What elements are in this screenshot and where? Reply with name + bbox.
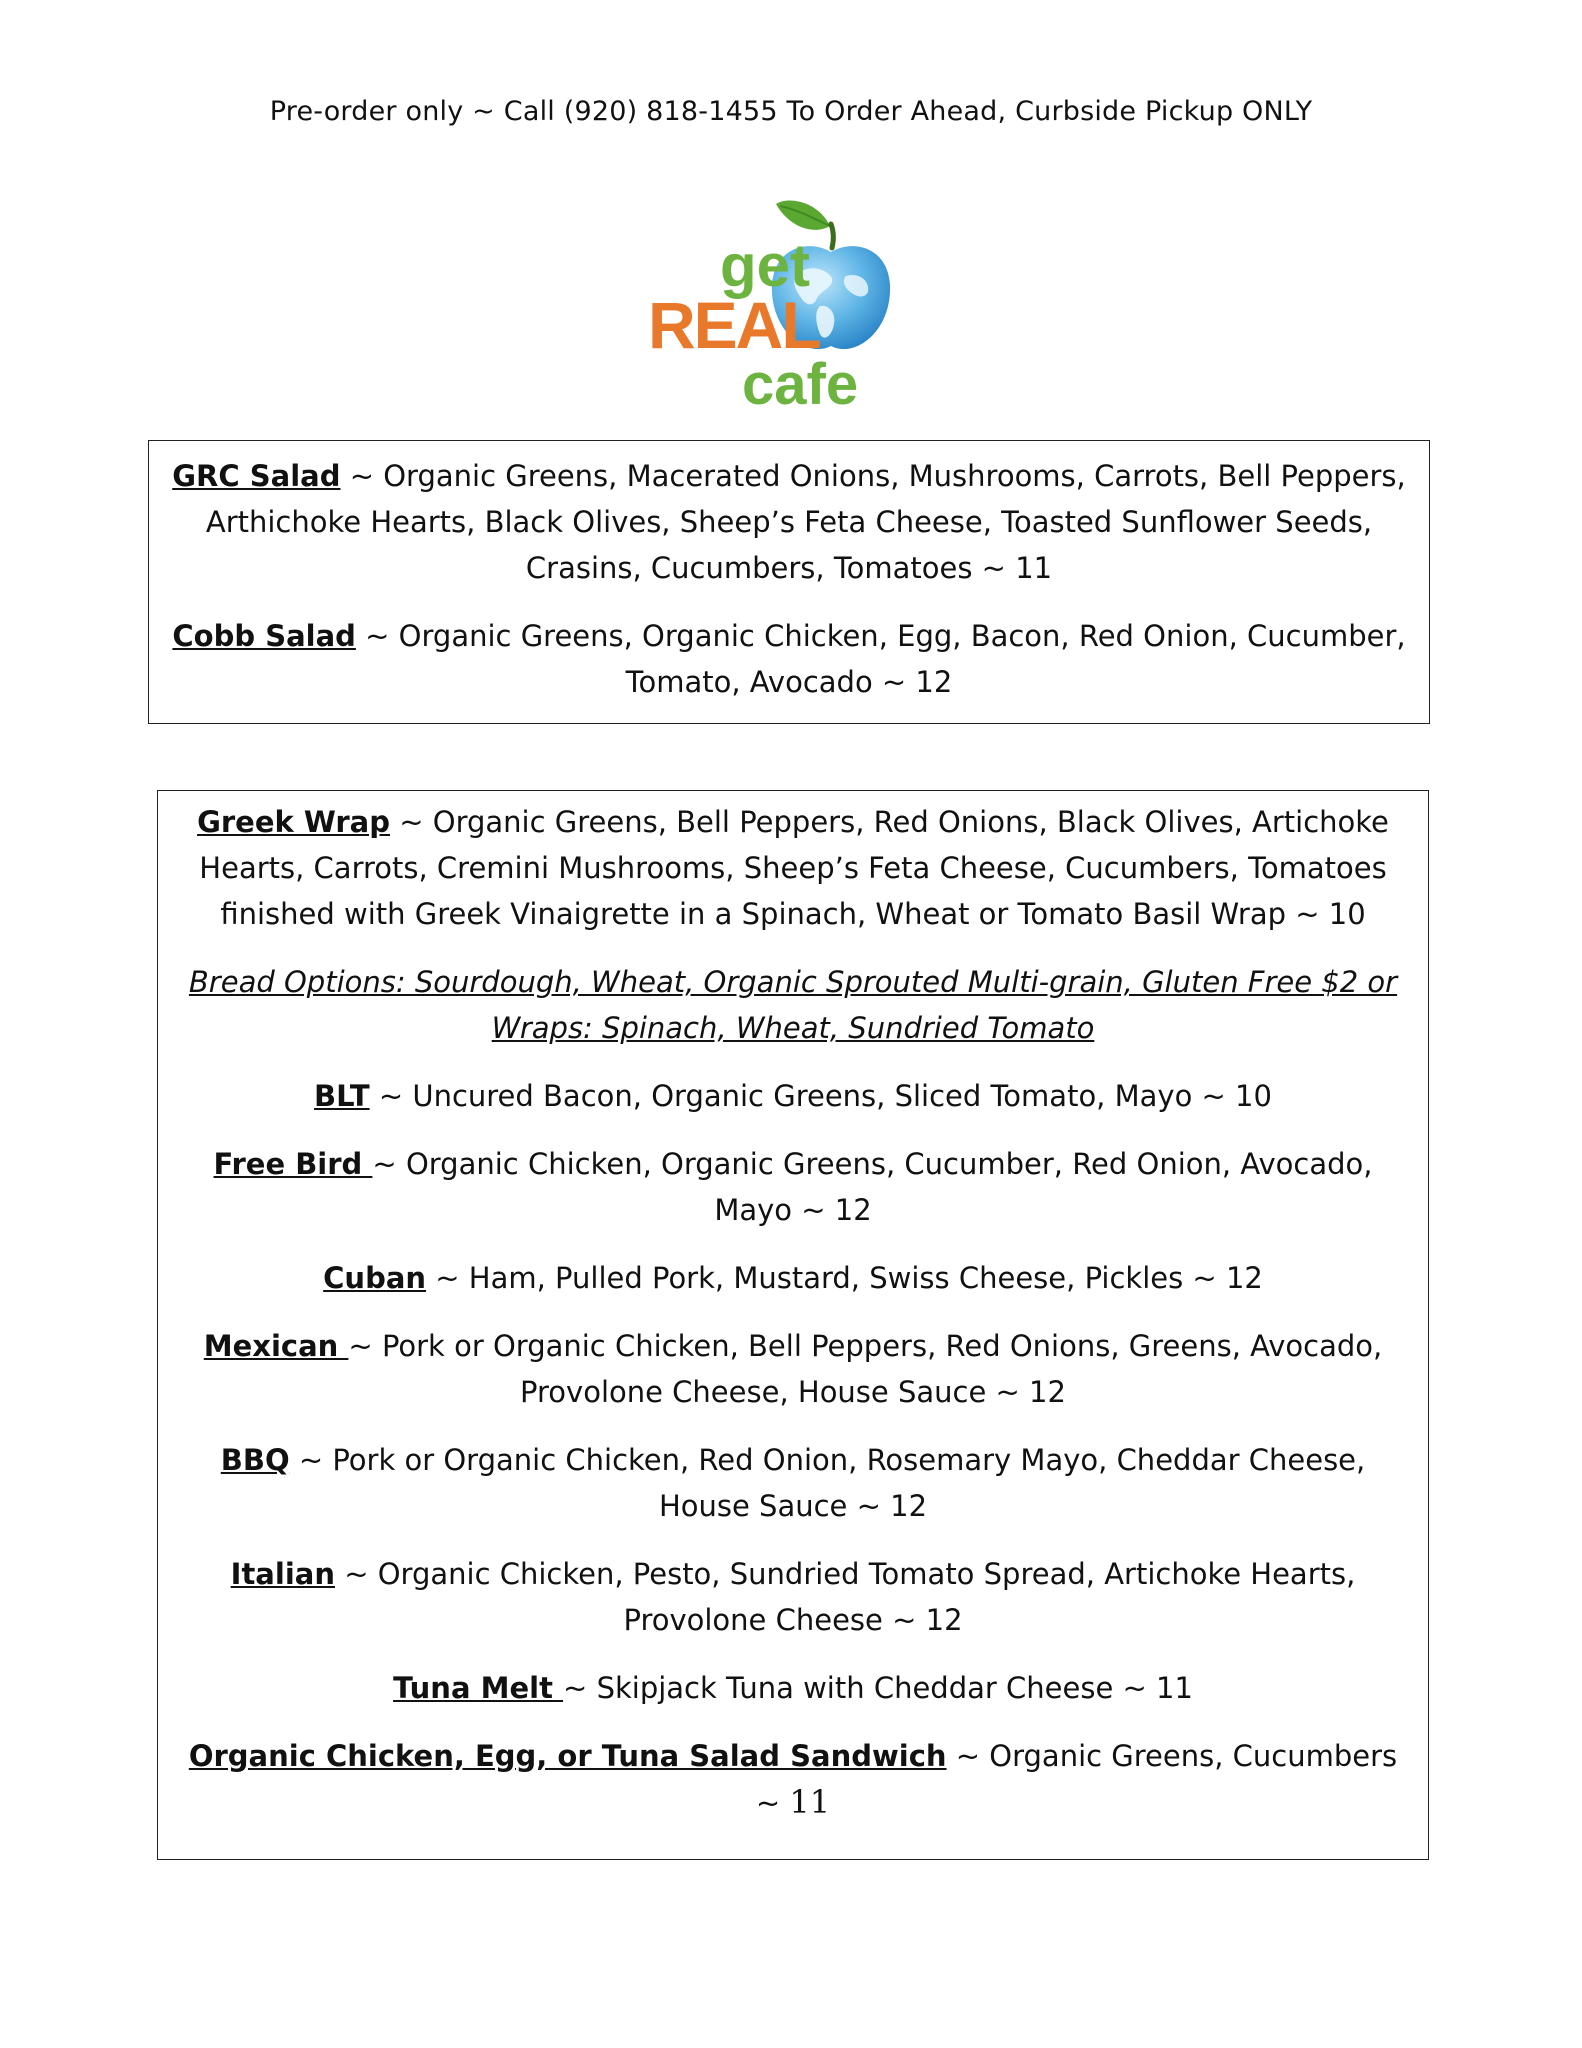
item-name: Italian [230, 1557, 335, 1591]
item-description: ~ Organic Greens, Bell Peppers, Red Onions, Black Olives, Artichoke Hearts, Carrots, Cremini Mushrooms, Sheep’s Feta Cheese, Cucumbers, Tomatoes finished with Greek Vinaigrette in a Spinach, Wheat or Tomato Basil Wrap ~ 10 [199, 805, 1389, 931]
bread-options-line: Bread Options: Sourdough, Wheat, Organic Sprouted Multi-grain, Gluten Free $2 or [188, 965, 1398, 999]
bread-options [178, 959, 1408, 1051]
leaf-icon [776, 200, 830, 229]
item-name: Cobb Salad [172, 619, 356, 653]
item-name: Tuna Melt [393, 1671, 564, 1705]
item-description: ~ Organic Greens, Cucumbers ~ [755, 1739, 1398, 1820]
menu-item [171, 453, 1407, 591]
item-price: 11 [789, 1783, 831, 1821]
sandwich-section [157, 790, 1429, 1860]
item-description: ~ Pork or Organic Chicken, Bell Peppers, Red Onions, Greens, Avocado, Provolone Cheese, House Sauce ~ 12 [348, 1329, 1383, 1409]
item-name: Organic Chicken, Egg, or Tuna Salad Sandwich [188, 1739, 947, 1773]
wrap-options-line: Wraps: Spinach, Wheat, Sundried Tomato [491, 1011, 1095, 1045]
menu-item [178, 1255, 1408, 1301]
menu-item [178, 1437, 1408, 1529]
get-real-cafe-logo [648, 196, 938, 426]
item-name: Cuban [323, 1261, 427, 1295]
pre-order-notice: Pre-order only ~ Call (920) 818-1455 To Order Ahead, Curbside Pickup ONLY [269, 96, 1313, 127]
item-description: ~ Ham, Pulled Pork, Mustard, Swiss Cheese, Pickles ~ 12 [426, 1261, 1263, 1295]
item-description: ~ Organic Greens, Macerated Onions, Mushrooms, Carrots, Bell Peppers, Arthichoke Hearts, Black Olives, Sheep’s Feta Cheese, Toasted Sunflower Seeds, Crasins, Cucumbers, Tomatoes ~ 11 [205, 459, 1406, 585]
logo-word-cafe: cafe [742, 352, 859, 417]
menu-item [171, 613, 1407, 705]
item-description: ~ Organic Chicken, Organic Greens, Cucumber, Red Onion, Avocado, Mayo ~ 12 [372, 1147, 1373, 1227]
menu-item [178, 1073, 1408, 1119]
salad-section [148, 440, 1430, 724]
logo-word-real: REAL [648, 288, 820, 362]
item-description: ~ Pork or Organic Chicken, Red Onion, Rosemary Mayo, Cheddar Cheese, House Sauce ~ 12 [289, 1443, 1366, 1523]
item-name: GRC Salad [172, 459, 341, 493]
item-description: ~ Uncured Bacon, Organic Greens, Sliced Tomato, Mayo ~ 10 [369, 1079, 1272, 1113]
logo-word-get: get [720, 232, 810, 299]
menu-item [178, 1551, 1408, 1643]
menu-item [178, 1323, 1408, 1415]
menu-item [178, 1665, 1408, 1711]
item-description: ~ Organic Chicken, Pesto, Sundried Tomato Spread, Artichoke Hearts, Provolone Cheese ~ 12 [334, 1557, 1356, 1637]
menu-item [178, 1733, 1408, 1826]
item-description: ~ Skipjack Tuna with Cheddar Cheese ~ 11 [563, 1671, 1193, 1705]
item-description: ~ Organic Greens, Organic Chicken, Egg, Bacon, Red Onion, Cucumber, Tomato, Avocado ~ 12 [355, 619, 1406, 699]
menu-item [178, 799, 1408, 937]
item-name: Greek Wrap [197, 805, 391, 839]
item-name: BLT [314, 1079, 370, 1113]
menu-item [178, 1141, 1408, 1233]
item-name: BBQ [220, 1443, 290, 1477]
item-name: Mexican [203, 1329, 349, 1363]
item-name: Free Bird [213, 1147, 373, 1181]
